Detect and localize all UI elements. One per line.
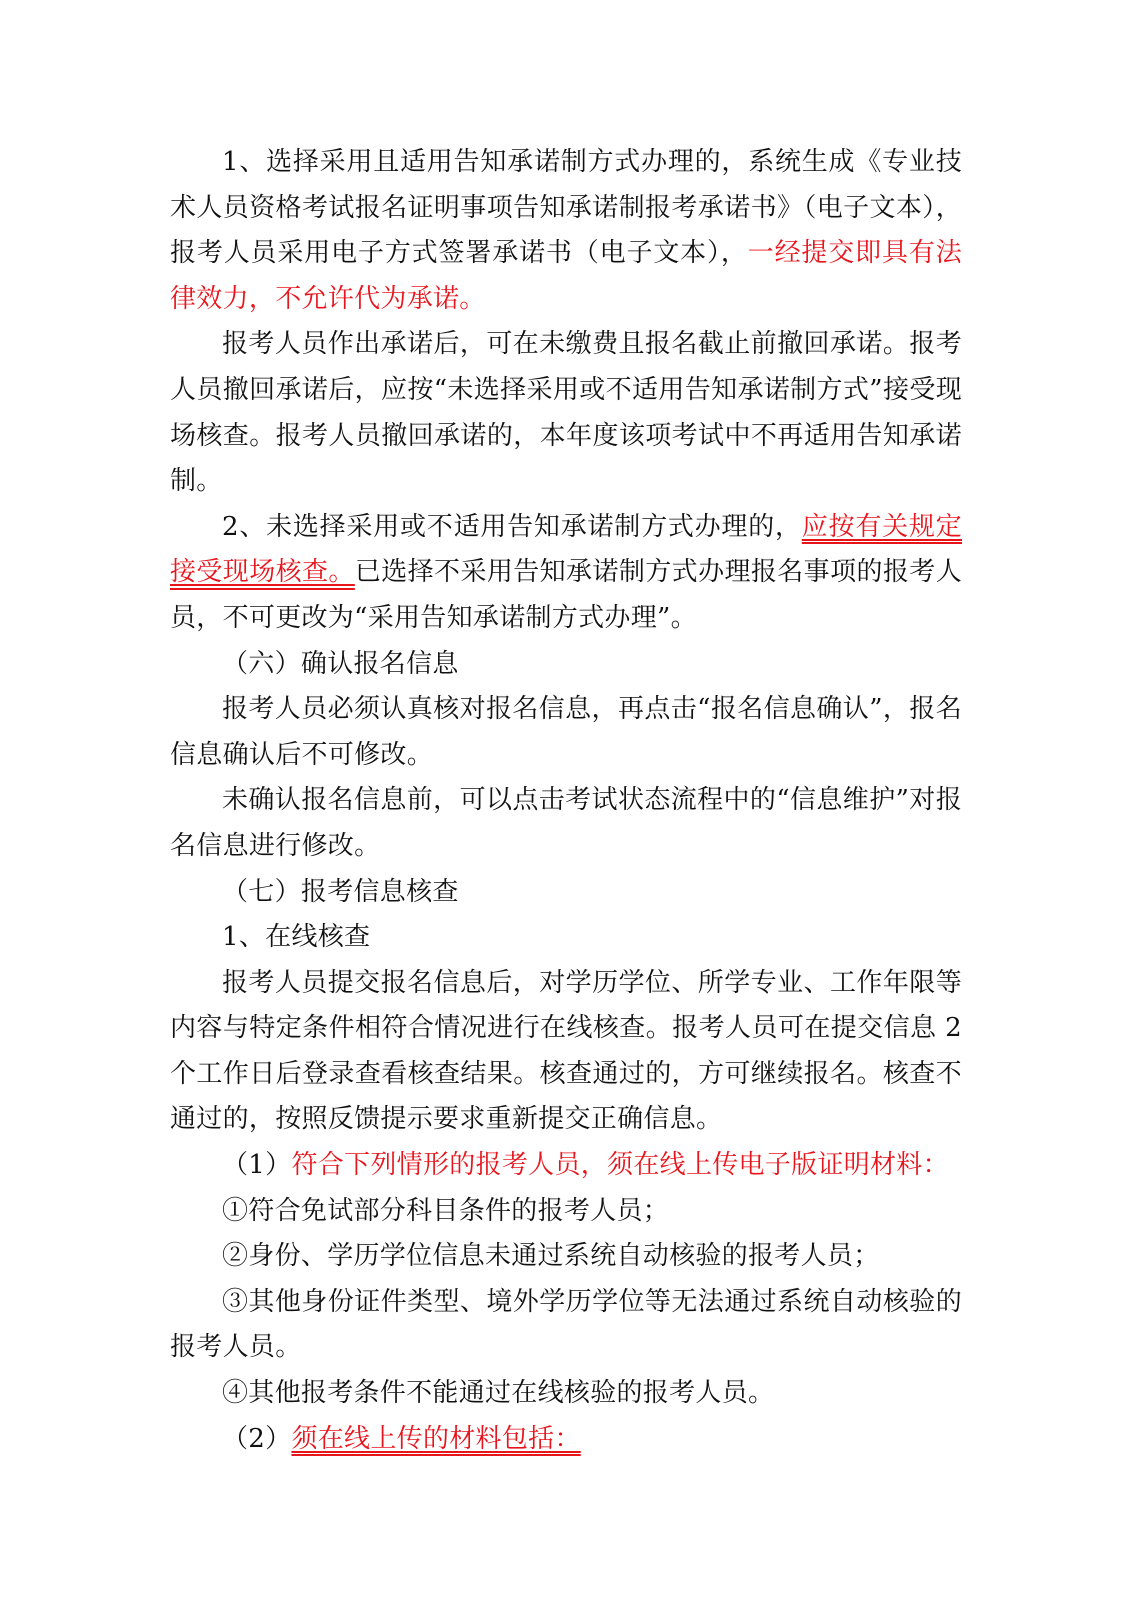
- list-item-other-documents: ③其他身份证件类型、境外学历学位等无法通过系统自动核验的报考人员。: [170, 1286, 962, 1363]
- upload-required-number: （1）: [222, 1150, 292, 1181]
- upload-required-highlight: 符合下列情形的报考人员，须在线上传电子版证明材料：: [291, 1150, 949, 1181]
- document-body: [170, 140, 962, 1462]
- upload-materials-number: （2）: [222, 1423, 292, 1454]
- paragraph-online-check: 报考人员提交报名信息后，对学历学位、所学专业、工作年限等内容与特定条件相符合情况进行在线核查。报考人员可在提交信息 2 个工作日后登录查看核查结果。核查通过的，方可继续报名。核查不通过的，按照反馈提示要求重新提交正确信息。: [170, 967, 962, 1135]
- subheading-online-check: 1、在线核查: [222, 922, 371, 953]
- onsite-check-text: 2、未选择采用或不适用告知承诺制方式办理的，: [222, 511, 802, 542]
- paragraph-commitment-option: [170, 140, 962, 322]
- paragraph-onsite-check: [170, 505, 962, 642]
- paragraph-confirm-info: 报考人员必须认真核对报名信息，再点击“报名信息确认”，报名信息确认后不可修改。: [170, 694, 962, 770]
- list-item-identity-unverified: ②身份、学历学位信息未通过系统自动核验的报考人员；: [222, 1241, 880, 1272]
- onsite-check-highlight: 应按有关规定接受现场核查。: [170, 511, 962, 588]
- paragraph-modify-info: 未确认报名信息前，可以点击考试状态流程中的“信息维护”对报名信息进行修改。: [170, 785, 962, 861]
- legal-effect-warning: 一经提交即具有法律效力，不允许代为承诺。: [170, 238, 962, 314]
- section-heading-verification: （七）报考信息核查: [222, 876, 459, 907]
- list-item-other-conditions: ④其他报考条件不能通过在线核验的报考人员。: [222, 1378, 775, 1409]
- paragraph-upload-required: [170, 1143, 962, 1189]
- paragraph-withdraw-commitment: 报考人员作出承诺后，可在未缴费且报名截止前撤回承诺。报考人员撤回承诺后，应按“未选择采用或不适用告知承诺制方式”接受现场核查。报考人员撤回承诺的，本年度该项考试中不再适用告知承诺制。: [170, 329, 962, 497]
- commitment-option-text: 1、选择采用且适用告知承诺制方式办理的，系统生成《专业技术人员资格考试报名证明事项告知承诺制报考承诺书》（电子文本），报考人员采用电子方式签署承诺书（电子文本），: [170, 147, 962, 269]
- upload-materials-highlight: 须在线上传的材料包括：: [291, 1423, 581, 1454]
- section-heading-confirm-info: （六）确认报名信息: [222, 648, 459, 679]
- paragraph-upload-materials: [170, 1417, 962, 1463]
- onsite-check-note: 已选择不采用告知承诺制方式办理报名事项的报考人员，不可更改为“采用告知承诺制方式办理”。: [170, 557, 962, 633]
- list-item-exempt-subjects: ①符合免试部分科目条件的报考人员；: [222, 1195, 670, 1226]
